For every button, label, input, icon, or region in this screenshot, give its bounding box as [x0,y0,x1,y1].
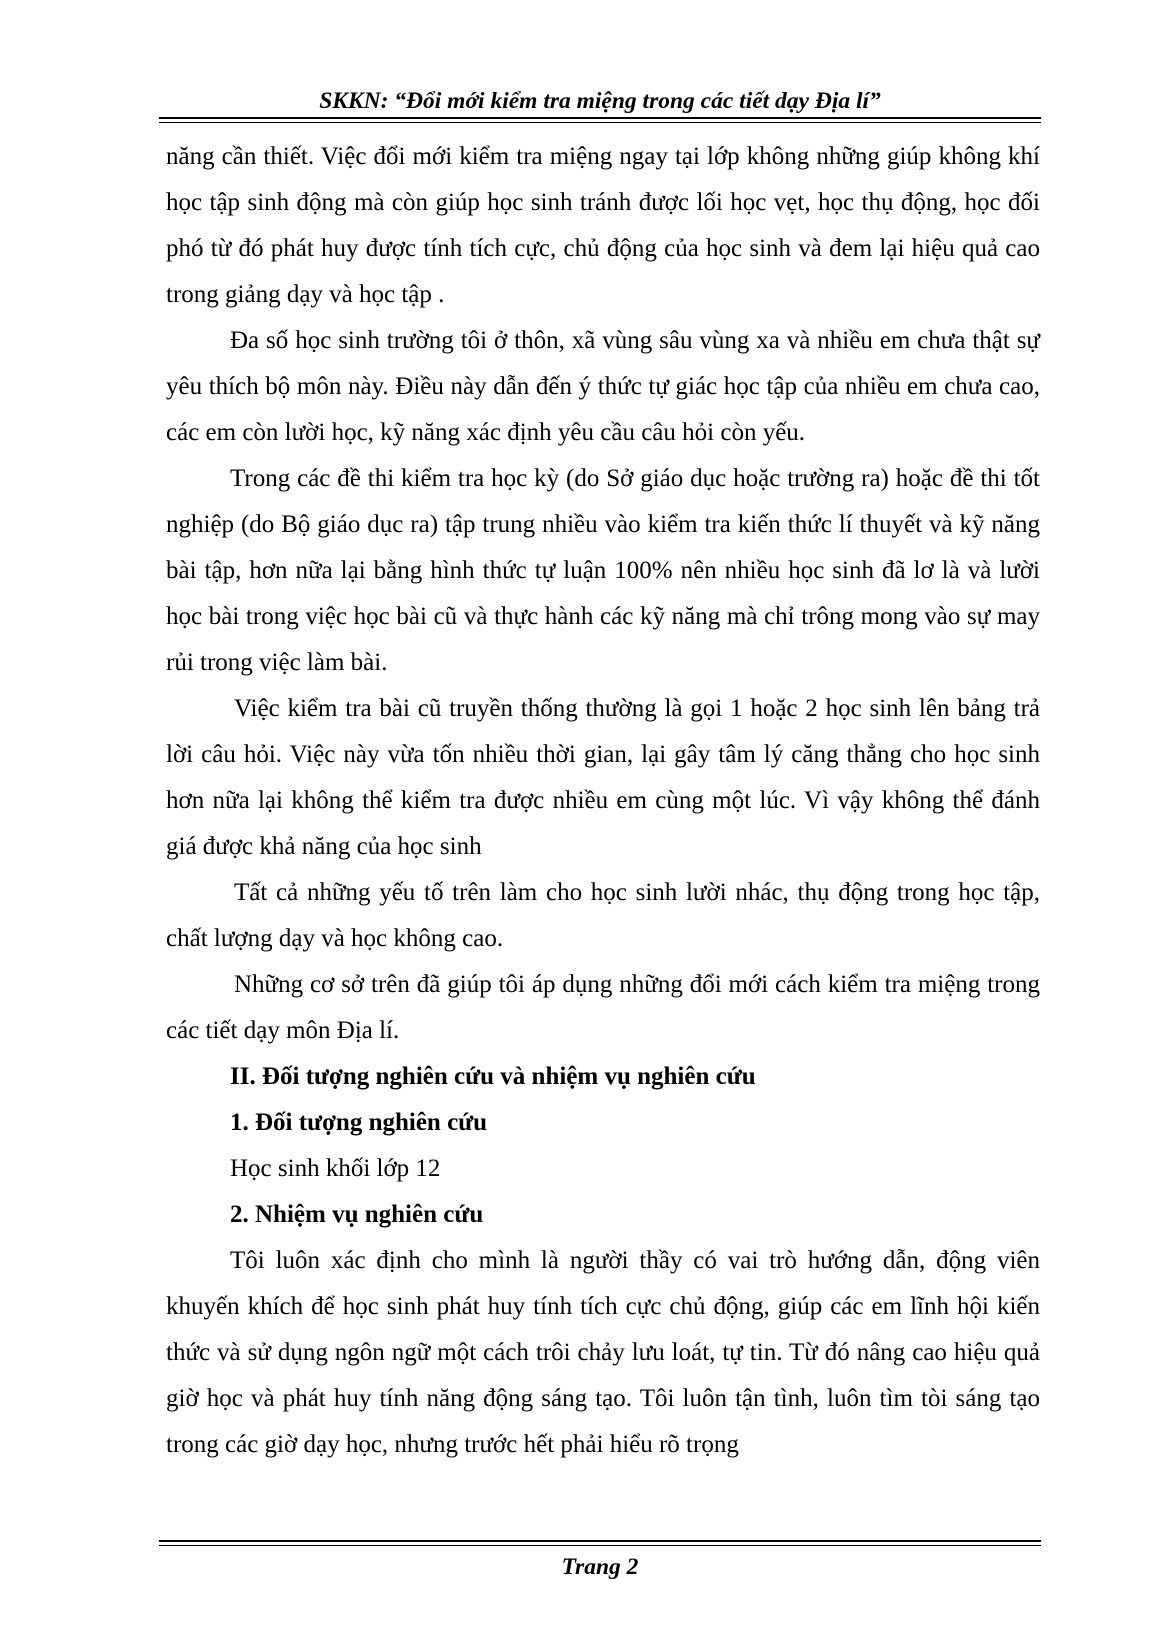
body-paragraph: Trong các đề thi kiểm tra học kỳ (do Sở giáo dục hoặc trường ra) hoặc đề thi tốt nghiệp (do Bộ giáo dục ra) tập trung nhiều vào kiểm tra kiến thức lí thuyết và kỹ năng bài tập, hơn nữa lại bằng hình thức tự luận 100% nên nhiều học sinh đã lơ là và lười học bài trong việc học bài cũ và thực hành các kỹ năng mà chỉ trông mong vào sự may rủi trong việc làm bài. [166,465,1040,676]
subsection-text-2: Tôi luôn xác định cho mình là người thầy có vai trò hướng dẫn, động viên khuyến khích để học sinh phát huy tính tích cực chủ động, giúp các em lĩnh hội kiến thức và sử dụng ngôn ngữ một cách trôi chảy lưu loát, tự tin. Từ đó nâng cao hiệu quả giờ học và phát huy tính năng động sáng tạo. Tôi luôn tận tình, luôn tìm tòi sáng tạo trong các giờ dạy học, nhưng trước hết phải hiểu rõ trọng [166,1247,1040,1458]
body-paragraph: Tất cả những yếu tố trên làm cho học sinh lười nhác, thụ động trong học tập, chất lượng dạy và học không cao. [166,879,1040,952]
footer-divider [159,1540,1041,1546]
subsection-text-1: Học sinh khối lớp 12 [230,1155,441,1182]
section-heading: II. Đối tượng nghiên cứu và nhiệm vụ nghiên cứu [230,1063,756,1090]
subsection-heading-2: 2. Nhiệm vụ nghiên cứu [230,1201,484,1228]
page-header-title: SKKN: “Đổi mới kiểm tra miệng trong các tiết dạy Địa lí” [319,88,881,114]
body-paragraph: Việc kiểm tra bài cũ truyền thống thường là gọi 1 hoặc 2 học sinh lên bảng trả lời câu hỏi. Việc này vừa tốn nhiều thời gian, lại gây tâm lý căng thẳng cho học sinh hơn nữa lại không thể kiểm tra được nhiều em cùng một lúc. Vì vậy không thể đánh giá được khả năng của học sinh [166,695,1040,860]
page-number: Trang 2 [561,1554,639,1580]
body-paragraph: Đa số học sinh trường tôi ở thôn, xã vùng sâu vùng xa và nhiều em chưa thật sự yêu thích bộ môn này. Điều này dẫn đến ý thức tự giác học tập của nhiều em chưa cao, các em còn lười học, kỹ năng xác định yêu cầu câu hỏi còn yếu. [166,327,1040,446]
header-divider [159,117,1041,123]
body-paragraph: Những cơ sở trên đã giúp tôi áp dụng những đổi mới cách kiểm tra miệng trong các tiết dạy môn Địa lí. [166,971,1040,1044]
document-body [166,134,1040,1468]
subsection-heading-1: 1. Đối tượng nghiên cứu [230,1109,488,1136]
body-paragraph: năng cần thiết. Việc đổi mới kiểm tra miệng ngay tại lớp không những giúp không khí học tập sinh động mà còn giúp học sinh tránh được lối học vẹt, học thụ động, học đối phó từ đó phát huy được tính tích cực, chủ động của học sinh và đem lại hiệu quả cao trong giảng dạy và học tập . [166,143,1040,308]
